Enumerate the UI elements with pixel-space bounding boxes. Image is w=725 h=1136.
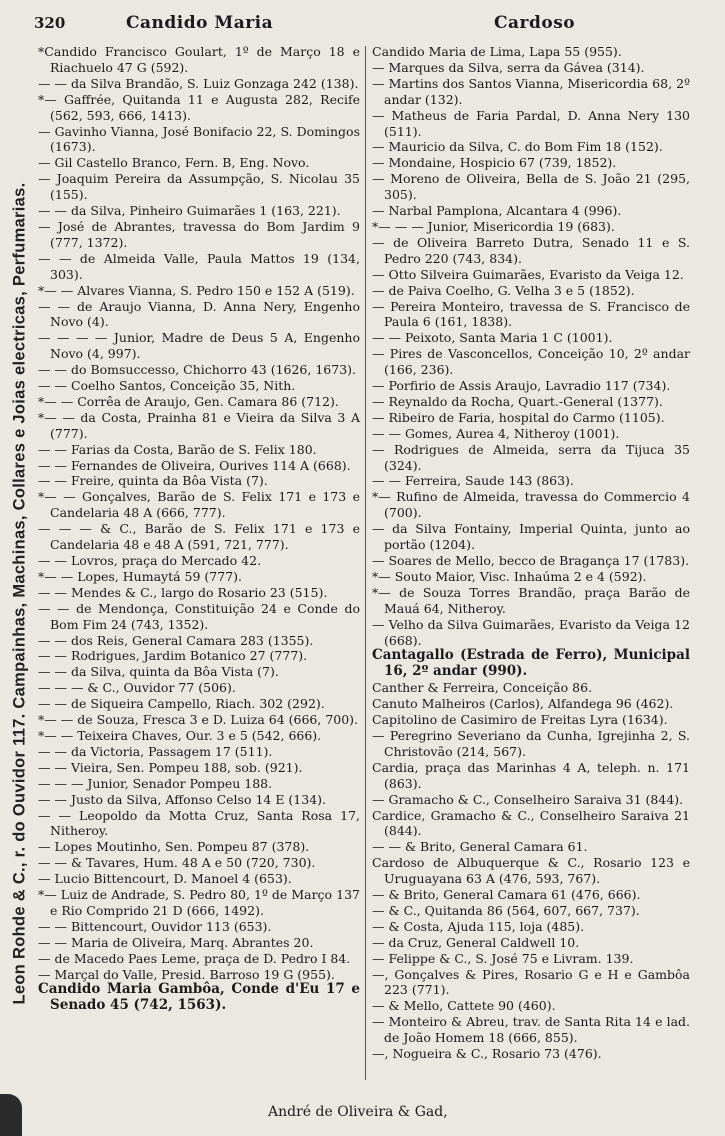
directory-entry: *— Luiz de Andrade, S. Pedro 80, 1º de Março 137 e Rio Comprido 21 D (666, 1492). <box>38 887 360 918</box>
directory-entry: — — Ferreira, Saude 143 (863). <box>372 473 574 489</box>
directory-entry: — Lucio Bittencourt, D. Manoel 4 (653). <box>38 871 292 887</box>
directory-entry: — — de Almeida Valle, Paula Mattos 19 (134, 303). <box>38 250 360 282</box>
directory-entry: — — Vieira, Sen. Pompeu 188, sob. (921). <box>38 759 303 775</box>
directory-entry: — — Mendes & C., largo do Rosario 23 (515). <box>38 584 328 600</box>
directory-entry: Cardice, Gramacho & C., Conselheiro Saraiva 21 (844). <box>372 807 690 839</box>
directory-entry: Cardia, praça das Marinhas 4 A, teleph. n. 171 (863). <box>372 759 690 791</box>
directory-entry: Candido Maria de Lima, Lapa 55 (955). <box>372 44 622 59</box>
directory-entry: — — Peixoto, Santa Maria 1 C (1001). <box>372 330 613 346</box>
directory-entry: *— — da Costa, Prainha 81 e Vieira da Silva 3 A (777). <box>38 409 360 441</box>
left-column <box>38 44 360 1014</box>
directory-entry: — Porfirio de Assis Araujo, Lavradio 117 (734). <box>372 378 671 394</box>
directory-entry: — Narbal Pamplona, Alcantara 4 (996). <box>372 203 622 219</box>
directory-entry: — Moreno de Oliveira, Bella de S. João 21 (295, 305). <box>372 171 690 203</box>
directory-entry: — — Bittencourt, Ouvidor 113 (653). <box>38 918 272 934</box>
directory-entry: — & Brito, General Camara 61 (476, 666). <box>372 887 641 903</box>
directory-entry: —, Gonçalves & Pires, Rosario G e H e Gambôa 223 (771). <box>372 966 690 998</box>
directory-entry: *— — Alvares Vianna, S. Pedro 150 e 152 A (519). <box>38 282 355 298</box>
directory-entry: *— Souto Maior, Visc. Inhaúma 2 e 4 (592). <box>372 568 647 584</box>
directory-entry: — Mondaine, Hospicio 67 (739, 1852). <box>372 155 617 171</box>
directory-entry: Cantagallo (Estrada de Ferro), Municipal 16, 2º andar (990). <box>372 647 690 680</box>
directory-entry: — — — Junior, Senador Pompeu 188. <box>38 775 273 791</box>
directory-entry: *— — Gonçalves, Barão de S. Felix 171 e 173 e Candelaria 48 A (666, 777). <box>38 489 360 521</box>
directory-entry: — Ribeiro de Faria, hospital do Carmo (1105). <box>372 409 665 425</box>
side-advertisement <box>2 98 38 1088</box>
directory-entry: — Felippe & C., S. José 75 e Livram. 139. <box>372 950 634 966</box>
directory-entry: — — — — Junior, Madre de Deus 5 A, Engenho Novo (4, 997). <box>38 330 360 362</box>
directory-entry: — — da Silva, Pinheiro Guimarães 1 (163, 221). <box>38 203 341 219</box>
directory-entry: *— Rufino de Almeida, travessa do Commercio 4 (700). <box>372 489 690 521</box>
directory-entry: — — Justo da Silva, Affonso Celso 14 E (134). <box>38 791 327 807</box>
directory-entry: — — & Brito, General Camara 61. <box>372 839 588 855</box>
directory-entry: — Rodrigues de Almeida, serra da Tijuca 35 (324). <box>372 441 690 473</box>
directory-entry: —, Nogueira & C., Rosario 73 (476). <box>372 1046 602 1062</box>
directory-entry: — — da Silva, quinta da Bôa Vista (7). <box>38 664 279 680</box>
directory-entry: *— — — Junior, Misericordia 19 (683). <box>372 218 615 234</box>
directory-entry: Canther & Ferreira, Conceição 86. <box>372 680 593 696</box>
directory-entry: — — dos Reis, General Camara 283 (1355). <box>38 632 314 648</box>
directory-entry: — — Coelho Santos, Conceição 35, Nith. <box>38 378 296 394</box>
directory-entry: — Marques da Silva, serra da Gávea (314). <box>372 59 645 75</box>
directory-entry: — — Gomes, Aurea 4, Nitheroy (1001). <box>372 425 620 441</box>
directory-entry: — Monteiro & Abreu, trav. de Santa Rita 14 e lad. de João Homem 18 (666, 855). <box>372 1014 690 1046</box>
directory-entry: — da Silva Fontainy, Imperial Quinta, junto ao portão (1204). <box>372 521 690 553</box>
directory-entry: — Velho da Silva Guimarães, Evaristo da Veiga 12 (668). <box>372 616 690 648</box>
directory-entry: — — — & C., Barão de S. Felix 171 e 173 e Candelaria 48 e 48 A (591, 721, 777). <box>38 521 360 553</box>
directory-entry: — — da Victoria, Passagem 17 (511). <box>38 743 273 759</box>
directory-entry: — José de Abrantes, travessa do Bom Jardim 9 (777, 1372). <box>38 218 360 250</box>
running-head-right: Cardoso <box>494 13 576 33</box>
directory-entry: *— — Teixeira Chaves, Our. 3 e 5 (542, 666). <box>38 727 322 743</box>
directory-entry: — & Costa, Ajuda 115, loja (485). <box>372 918 585 934</box>
directory-entry: — Lopes Moutinho, Sen. Pompeu 87 (378). <box>38 839 310 855</box>
directory-entry: — — & Tavares, Hum. 48 A e 50 (720, 730). <box>38 855 316 871</box>
directory-entry: — Pereira Monteiro, travessa de S. Francisco de Paula 6 (161, 1838). <box>372 298 690 330</box>
directory-entry: — — Freire, quinta da Bôa Vista (7). <box>38 473 268 489</box>
directory-entry: — & C., Quitanda 86 (564, 607, 667, 737). <box>372 902 640 918</box>
right-column <box>372 44 690 1062</box>
page-corner-mark <box>0 1094 22 1136</box>
directory-entry: — — do Bomsuccesso, Chichorro 43 (1626, 1673). <box>38 362 356 378</box>
directory-entry: — Joaquim Pereira da Assumpção, S. Nicolau 35 (155). <box>38 171 360 203</box>
side-advertisement-text: Leon Rohde & C., r. do Ouvidor 117. Campainhas, Machinas, Collares e Joias electricas, Perfumarias. <box>10 182 29 1004</box>
directory-entry: Cardoso de Albuquerque & C., Rosario 123 e Uruguayana 63 A (476, 593, 767). <box>372 855 690 887</box>
directory-entry: — Martins dos Santos Vianna, Misericordia 68, 2º andar (132). <box>372 75 690 107</box>
directory-entry: *— de Souza Torres Brandão, praça Barão de Mauá 64, Nitheroy. <box>372 584 690 616</box>
page-number: 320 <box>34 14 66 32</box>
directory-entry: Capitolino de Casimiro de Freitas Lyra (1634). <box>372 712 668 728</box>
directory-entry: — Gramacho & C., Conselheiro Saraiva 31 (844). <box>372 791 684 807</box>
directory-entry: *— — Lopes, Humaytá 59 (777). <box>38 568 243 584</box>
running-head-left: Candido Maria <box>126 13 274 33</box>
directory-entry: — Matheus de Faria Pardal, D. Anna Nery 130 (511). <box>372 107 690 139</box>
directory-entry: — Pires de Vasconcellos, Conceição 10, 2º andar (166, 236). <box>372 346 690 378</box>
directory-entry: — — Rodrigues, Jardim Botanico 27 (777). <box>38 648 308 664</box>
column-divider <box>365 46 366 1080</box>
directory-entry: *Candido Francisco Goulart, 1º de Março 18 e Riachuelo 47 G (592). <box>38 44 360 75</box>
directory-entry: — Otto Silveira Guimarães, Evaristo da Veiga 12. <box>372 266 684 282</box>
directory-entry: Candido Maria Gambôa, Conde d'Eu 17 e Senado 45 (742, 1563). <box>38 981 360 1014</box>
directory-entry: *— — de Souza, Fresca 3 e D. Luiza 64 (666, 700). <box>38 712 359 728</box>
directory-entry: — de Paiva Coelho, G. Velha 3 e 5 (1852). <box>372 282 635 298</box>
directory-entry: — Mauricio da Silva, C. do Bom Fim 18 (152). <box>372 139 663 155</box>
directory-entry: *— — Corrêa de Araujo, Gen. Camara 86 (712). <box>38 393 339 409</box>
directory-entry: — de Macedo Paes Leme, praça de D. Pedro I 84. <box>38 950 351 966</box>
directory-entry: *— Gaffrée, Quitanda 11 e Augusta 282, Recife (562, 593, 666, 1413). <box>38 91 360 123</box>
directory-entry: — — Fernandes de Oliveira, Ourives 114 A (668). <box>38 457 351 473</box>
directory-entry: — Gavinho Vianna, José Bonifacio 22, S. Domingos (1673). <box>38 123 360 155</box>
directory-entry: — — — & C., Ouvidor 77 (506). <box>38 680 236 696</box>
directory-entry: Canuto Malheiros (Carlos), Alfandega 96 (462). <box>372 696 674 712</box>
directory-entry: — — Leopoldo da Motta Cruz, Santa Rosa 17, Nitheroy. <box>38 807 360 839</box>
directory-entry: — — Lovros, praça do Mercado 42. <box>38 553 262 568</box>
directory-entry: — — Farias da Costa, Barão de S. Felix 180. <box>38 441 317 457</box>
directory-entry: — — da Silva Brandão, S. Luiz Gonzaga 242 (138). <box>38 75 359 91</box>
directory-entry: — — de Mendonça, Constituição 24 e Conde do Bom Fim 24 (743, 1352). <box>38 600 360 632</box>
directory-entry: — — de Araujo Vianna, D. Anna Nery, Engenho Novo (4). <box>38 298 360 330</box>
directory-entry: — da Cruz, General Caldwell 10. <box>372 934 580 950</box>
directory-entry: — Reynaldo da Rocha, Quart.-General (1377). <box>372 393 663 409</box>
directory-entry: — Gil Castello Branco, Fern. B, Eng. Novo. <box>38 155 310 171</box>
directory-entry: — & Mello, Cattete 90 (460). <box>372 998 556 1014</box>
footer-text: André de Oliveira & Gad, <box>268 1104 448 1120</box>
directory-entry: — Marçal do Valle, Presid. Barroso 19 G (955). <box>38 966 335 982</box>
directory-entry: — — Maria de Oliveira, Marq. Abrantes 20. <box>38 934 314 950</box>
directory-entry: — Peregrino Severiano da Cunha, Igrejinha 2, S. Christovão (214, 567). <box>372 727 690 759</box>
directory-entry: — — de Siqueira Campello, Riach. 302 (292). <box>38 696 325 712</box>
directory-entry: — de Oliveira Barreto Dutra, Senado 11 e S. Pedro 220 (743, 834). <box>372 234 690 266</box>
directory-entry: — Soares de Mello, becco de Bragança 17 (1783). <box>372 553 690 568</box>
